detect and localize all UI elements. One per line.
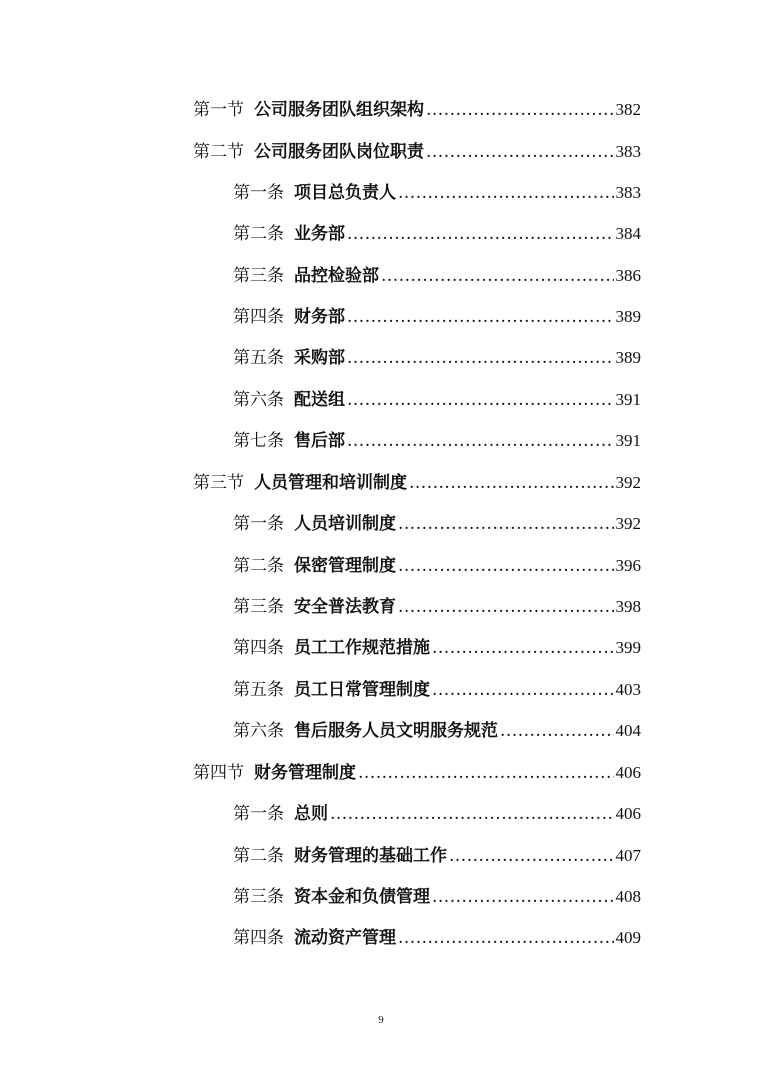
toc-entry-prefix: 第三节 xyxy=(193,473,244,493)
toc-entry-prefix: 第五条 xyxy=(233,680,284,700)
toc-entry[interactable] xyxy=(233,803,641,825)
toc-entry[interactable] xyxy=(233,679,641,701)
toc-entry-title: 品控检验部 xyxy=(294,266,379,286)
toc-dot-leader xyxy=(347,430,614,452)
toc-entry-page: 396 xyxy=(615,556,641,575)
toc-entry-title: 采购部 xyxy=(294,348,345,368)
toc-dot-leader xyxy=(398,555,614,577)
toc-entry-prefix: 第一条 xyxy=(233,183,284,203)
toc-entry-prefix: 第六条 xyxy=(233,721,284,741)
toc-entry[interactable] xyxy=(233,347,641,369)
toc-entry-title: 公司服务团队组织架构 xyxy=(254,100,424,120)
page-number: 9 xyxy=(378,1014,384,1026)
toc-entry-page: 389 xyxy=(615,348,641,367)
toc-entry[interactable] xyxy=(233,430,641,452)
toc-dot-leader xyxy=(330,803,614,825)
toc-entry-title: 售后部 xyxy=(294,431,345,451)
toc-entry-page: 398 xyxy=(615,597,641,616)
toc-entry-prefix: 第四条 xyxy=(233,928,284,948)
toc-entry[interactable] xyxy=(233,306,641,328)
toc-dot-leader xyxy=(358,762,614,784)
toc-entry-page: 409 xyxy=(615,928,641,947)
toc-entry-prefix: 第四条 xyxy=(233,638,284,658)
toc-dot-leader xyxy=(347,347,614,369)
toc-entry-title: 人员培训制度 xyxy=(294,514,396,534)
toc-entry-page: 404 xyxy=(615,721,641,740)
toc-entry-prefix: 第一条 xyxy=(233,514,284,534)
toc-dot-leader xyxy=(449,845,614,867)
toc-entry-title: 安全普法教育 xyxy=(294,597,396,617)
toc-entry-prefix: 第二条 xyxy=(233,846,284,866)
toc-entry-page: 383 xyxy=(615,142,641,161)
toc-entry[interactable] xyxy=(233,555,641,577)
toc-entry-title: 财务部 xyxy=(294,307,345,327)
toc-entry-prefix: 第七条 xyxy=(233,431,284,451)
toc-entry-page: 392 xyxy=(615,514,641,533)
toc-entry[interactable] xyxy=(193,762,641,784)
toc-dot-leader xyxy=(500,720,614,742)
toc-entry[interactable] xyxy=(233,845,641,867)
toc-entry-title: 财务管理的基础工作 xyxy=(294,846,447,866)
toc-entry[interactable] xyxy=(233,886,641,908)
toc-entry[interactable] xyxy=(193,99,641,121)
toc-dot-leader xyxy=(426,141,614,163)
toc-dot-leader xyxy=(409,472,614,494)
toc-dot-leader xyxy=(432,637,614,659)
toc-entry[interactable] xyxy=(233,389,641,411)
toc-entry-prefix: 第一节 xyxy=(193,100,244,120)
toc-entry-title: 员工工作规范措施 xyxy=(294,638,430,658)
toc-entry-page: 391 xyxy=(615,390,641,409)
toc-dot-leader xyxy=(426,99,614,121)
toc-entry-title: 保密管理制度 xyxy=(294,556,396,576)
toc-entry[interactable] xyxy=(193,472,641,494)
toc-entry-page: 406 xyxy=(615,804,641,823)
toc-entry-page: 384 xyxy=(615,224,641,243)
toc-dot-leader xyxy=(381,265,614,287)
toc-entry-page: 383 xyxy=(615,183,641,202)
toc-entry[interactable] xyxy=(233,182,641,204)
toc-entry-prefix: 第二条 xyxy=(233,556,284,576)
toc-dot-leader xyxy=(347,306,614,328)
toc-entry-prefix: 第二节 xyxy=(193,142,244,162)
toc-entry-page: 406 xyxy=(615,763,641,782)
toc-entry-prefix: 第二条 xyxy=(233,224,284,244)
toc-entry-prefix: 第五条 xyxy=(233,348,284,368)
toc-entry-page: 408 xyxy=(615,887,641,906)
toc-entry-page: 389 xyxy=(615,307,641,326)
toc-entry-title: 配送组 xyxy=(294,390,345,410)
toc-entry-page: 407 xyxy=(615,846,641,865)
toc-dot-leader xyxy=(347,389,614,411)
toc-dot-leader xyxy=(398,927,614,949)
toc-entry-page: 399 xyxy=(615,638,641,657)
toc-dot-leader xyxy=(398,596,614,618)
toc-entry[interactable] xyxy=(193,141,641,163)
toc-entry-title: 业务部 xyxy=(294,224,345,244)
toc-entry-prefix: 第三条 xyxy=(233,266,284,286)
toc-entry[interactable] xyxy=(233,596,641,618)
toc-entry[interactable] xyxy=(233,513,641,535)
toc-entry-title: 财务管理制度 xyxy=(254,763,356,783)
toc-entry-prefix: 第三条 xyxy=(233,597,284,617)
toc-entry[interactable] xyxy=(233,223,641,245)
toc-entry-prefix: 第一条 xyxy=(233,804,284,824)
toc-dot-leader xyxy=(398,513,614,535)
toc-entry-prefix: 第三条 xyxy=(233,887,284,907)
toc-entry-title: 售后服务人员文明服务规范 xyxy=(294,721,498,741)
toc-entry-prefix: 第六条 xyxy=(233,390,284,410)
toc-entry-page: 392 xyxy=(615,473,641,492)
toc-entry-prefix: 第四条 xyxy=(233,307,284,327)
toc-entry-page: 386 xyxy=(615,266,641,285)
toc-entry-page: 403 xyxy=(615,680,641,699)
toc-entry-title: 资本金和负债管理 xyxy=(294,887,430,907)
toc-entry-title: 员工日常管理制度 xyxy=(294,680,430,700)
toc-entry-title: 公司服务团队岗位职责 xyxy=(254,142,424,162)
toc-entry[interactable] xyxy=(233,637,641,659)
toc-entry[interactable] xyxy=(233,927,641,949)
toc-dot-leader xyxy=(347,223,614,245)
toc-dot-leader xyxy=(432,679,614,701)
toc-entry[interactable] xyxy=(233,265,641,287)
toc-dot-leader xyxy=(398,182,614,204)
toc-entry-page: 391 xyxy=(615,431,641,450)
toc-entry-page: 382 xyxy=(615,100,641,119)
toc-entry-title: 流动资产管理 xyxy=(294,928,396,948)
toc-entry-title: 人员管理和培训制度 xyxy=(254,473,407,493)
toc-entry-prefix: 第四节 xyxy=(193,763,244,783)
toc-dot-leader xyxy=(432,886,614,908)
toc-entry-title: 项目总负责人 xyxy=(294,183,396,203)
toc-entry-title: 总则 xyxy=(294,804,328,824)
toc-entry[interactable] xyxy=(233,720,641,742)
